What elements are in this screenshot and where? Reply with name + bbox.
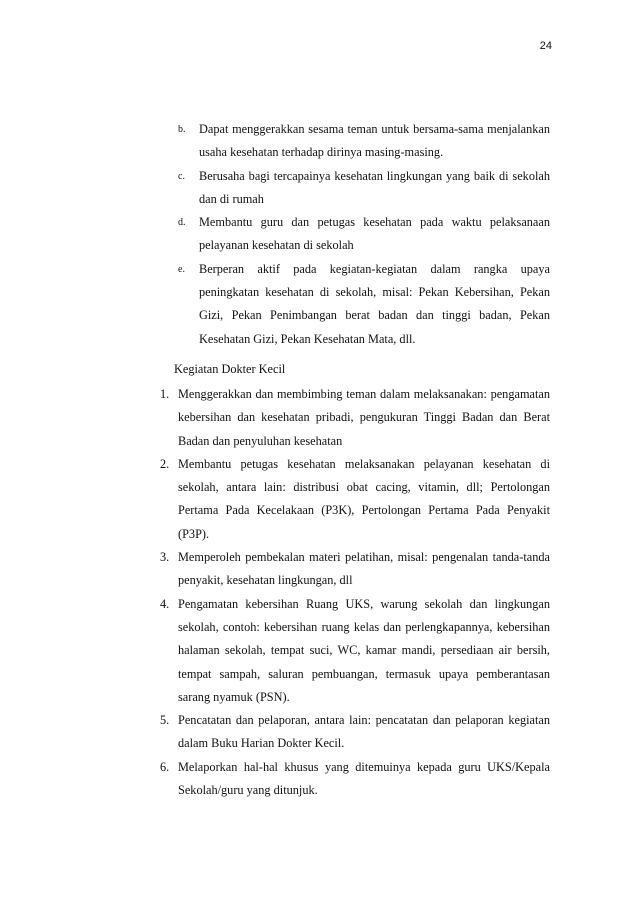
list-marker: 2. [160, 456, 170, 471]
list-marker: 1. [160, 387, 170, 401]
list-item-text: Membantu guru dan petugas kesehatan pada waktu pelaksanaan pelayanan kesehatan di sekolah [199, 215, 550, 253]
list-item [178, 165, 550, 212]
list-item [160, 709, 550, 756]
list-item-text: Pengamatan kebersihan Ruang UKS, warung sekolah dan lingkungan sekolah, contoh: kebersihan ruang kelas dan perlengkapannya, kebersihan halaman sekolah, tempat suci, WC, kamar mandi, persediaan air bersih, tempat sampah, saluran pembuangan, termasuk upaya pemberantasan sarang nyamuk (PSN). [178, 596, 550, 704]
list-marker: e. [178, 263, 185, 275]
list-item-text: Menggerakkan dan membimbing teman dalam melaksanakan: pengamatan kebersihan dan kesehatan pribadi, pengukuran Tinggi Badan dan Berat Badan dan penyuluhan kesehatan [178, 387, 550, 448]
list-item [178, 118, 550, 165]
list-marker: 4. [160, 596, 170, 611]
list-item [160, 756, 550, 803]
list-item [178, 211, 550, 258]
list-item-text: Berperan aktif pada kegiatan-kegiatan dalam rangka upaya peningkatan kesehatan di sekolah, misal: Pekan Kebersihan, Pekan Gizi, Pekan Penimbangan berat badan dan tinggi badan, Pekan Kesehatan Gizi, Pekan Kesehatan Mata, dll. [199, 261, 550, 346]
list-item [160, 383, 550, 453]
numbered-list [160, 383, 550, 802]
list-item-text: Pencatatan dan pelaporan, antara lain: pencatatan dan pelaporan kegiatan dalam Buku Harian Dokter Kecil. [178, 713, 550, 751]
list-item-text: Dapat menggerakkan sesama teman untuk bersama-sama menjalankan usaha kesehatan terhadap dirinya masing-masing. [199, 122, 550, 160]
list-item-text: Membantu petugas kesehatan melaksanakan pelayanan kesehatan di sekolah, antara lain: distribusi obat cacing, vitamin, dll; Pertolongan Pertama Pada Kecelakaan (P3K), Pertolongan Pertama Pada Penyakit (P3P). [178, 456, 550, 541]
list-marker: b. [178, 124, 186, 135]
lettered-list [178, 118, 550, 351]
section-heading: Kegiatan Dokter Kecil [174, 362, 286, 376]
list-marker: 5. [160, 713, 170, 728]
list-marker: 3. [160, 550, 170, 565]
list-marker: d. [178, 217, 186, 229]
list-item [160, 453, 550, 546]
list-marker: c. [178, 170, 185, 182]
list-item [160, 546, 550, 593]
list-item [160, 593, 550, 709]
list-item-text: Melaporkan hal-hal khusus yang ditemuinya kepada guru UKS/Kepala Sekolah/guru yang ditunjuk. [178, 759, 550, 798]
list-item-text: Memperoleh pembekalan materi pelatihan, misal: pengenalan tanda-tanda penyakit, kesehatan lingkungan, dll [178, 550, 550, 588]
page-number: 24 [539, 40, 552, 52]
list-marker: 6. [160, 759, 170, 774]
list-item-text: Berusaha bagi tercapainya kesehatan lingkungan yang baik di sekolah dan di rumah [199, 168, 550, 206]
list-item [178, 258, 550, 351]
